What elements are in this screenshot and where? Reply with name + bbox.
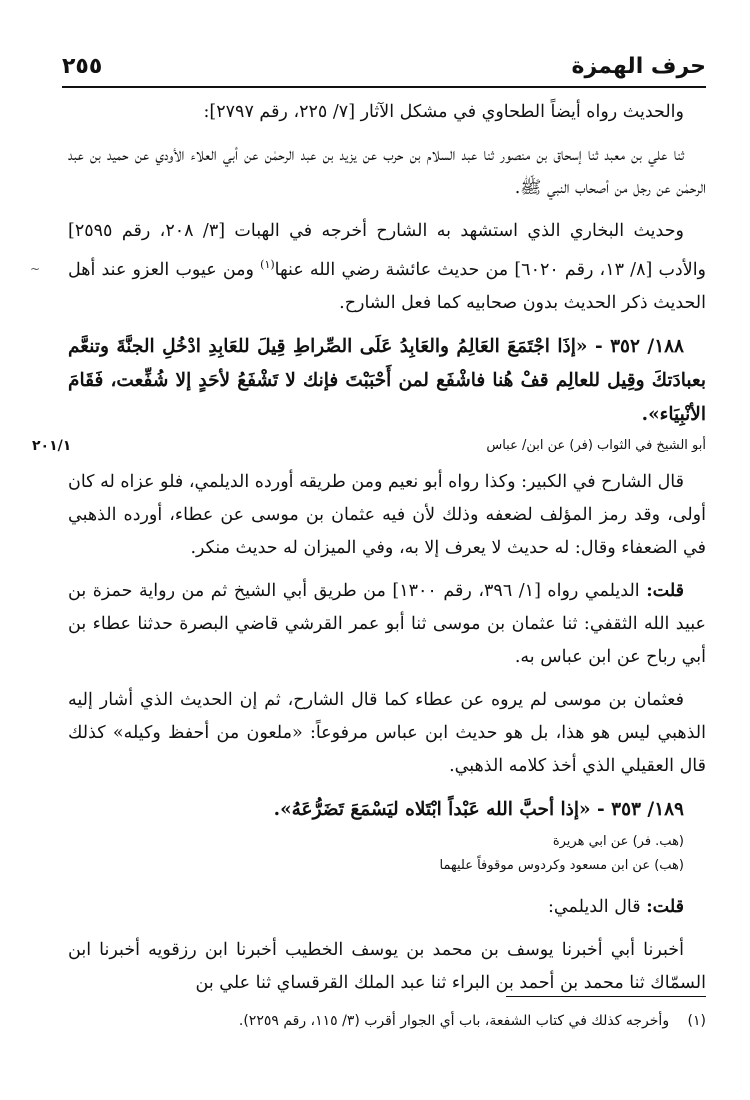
- footnote: [68, 1010, 706, 1032]
- footnote-divider: [506, 996, 706, 997]
- page-header: [62, 52, 706, 88]
- main-text: [32, 96, 707, 1010]
- paragraph-isnad: ثنا علي بن معبد ثنا إسحاق بن منصور ثنا عبد السلام بن حرب عن يزيد بن عبد الرحمٰن عن أبي العلاء الأودي عن حميد بن عبد الرحمٰن عن رجل من أصحاب النبي ﷺ.: [68, 145, 706, 198]
- page-number: ٢٥٥: [62, 54, 103, 79]
- page-title: حرف الهمزة: [571, 54, 706, 79]
- paragraph-bukhari-text-end: ومن عيوب العزو عند أهل الحديث ذكر الحديث بدون صحابيه كما فعل الشارح.: [68, 259, 706, 313]
- paragraph-qult-2: [68, 891, 706, 924]
- qult-label: قلت:: [646, 580, 684, 601]
- paragraph-qult-1: [68, 575, 706, 674]
- paragraph-qult-2-text: قال الديلمي:: [548, 896, 647, 917]
- qult-label-2: قلت:: [646, 896, 684, 917]
- paragraph-bukhari: [68, 215, 706, 320]
- hadith-189-source-2: (هب) عن ابن مسعود وكردوس موقوفاً عليهما: [439, 857, 684, 873]
- hadith-189-source-1: (هب. فر) عن ابي هريرة: [552, 833, 684, 849]
- footnote-number: (١): [687, 1013, 706, 1029]
- hadith-188: ١٨٨/ ٣٥٢ - «إذَا اجْتَمَعَ العَالِمُ والعَابِدُ عَلَى الصِّراطِ قِيلَ للعَابِدِ ادْخُلِ الجنَّةَ وتنعَّم بعبادَتكَ وقِيل للعالِم قفْ هُنا فاشْفَع لمن أَحْبَبْتَ فإنك لا تَشْفَعُ لأحَدٍ إلا شُفِّعت، فَقَامَ الأنْبِيَاء».: [68, 335, 706, 425]
- paragraph-tahawi: والحديث رواه أيضاً الطحاوي في مشكل الآثار [٧/ ٢٢٥، رقم ٢٧٩٧]:: [203, 102, 684, 122]
- paragraph-qult-1-text: الديلمي رواه [١/ ٣٩٦، رقم ١٣٠٠] من طريق أبي الشيخ ثم من رواية حمزة بن عبيد الله الثقفي: ثنا عثمان بن موسى ثنا أبو عمر القرشي قاضي البصرة حدثنا عطاء بن أبي رباح عن ابن عباس به.: [68, 580, 706, 667]
- margin-mark: ~: [30, 262, 41, 276]
- footnote-text: وأخرجه كذلك في كتاب الشفعة، باب أي الجوار أقرب (٣/ ١١٥، رقم ٢٢٥٩).: [238, 1013, 670, 1029]
- hadith-188-source-text: أبو الشيخ في الثواب (فر) عن ابن/ عباس: [486, 437, 706, 453]
- paragraph-uthman: فعثمان بن موسى لم يروه عن عطاء كما قال الشارح، ثم إن الحديث الذي أشار إليه الذهبي ليس هو هذا، بل هو حديث ابن عباس مرفوعاً: «ملعون من أحفظ وكيله» كذلك قال العقيلي الذي أخذ كلامه الذهبي.: [68, 689, 706, 776]
- footnote-marker: (١): [260, 258, 275, 271]
- hadith-188-ref: ٢٠١/١: [32, 437, 72, 454]
- hadith-188-source: [32, 436, 706, 456]
- paragraph-isnad-dailami: أخبرنا أبي أخبرنا يوسف بن محمد بن يوسف الخطيب أخبرنا ابن رزقويه أخبرنا ابن السمّاك ثنا محمد بن أحمد بن البراء ثنا عبد الملك القرقساي ثنا علي بن: [68, 939, 706, 993]
- paragraph-sharih: قال الشارح في الكبير: وكذا رواه أبو نعيم ومن طريقه أورده الديلمي، فلو عزاه له كان أولى، وقد رمز المؤلف لضعفه وذلك لأن فيه عثمان بن موسى عن عطاء، أورده الذهبي في الضعفاء وقال: له حديث لا يعرف إلا به، وفي الميزان له حديث منكر.: [68, 471, 706, 558]
- hadith-189: ١٨٩/ ٣٥٣ - «إذا أحبَّ الله عَبْداً ابْتَلاه ليَسْمَعَ تَضَرُّعَهُ».: [273, 798, 684, 820]
- paragraph-bukhari-text: وحديث البخاري الذي استشهد به الشارح أخرجه في الهبات [٣/ ٢٠٨، رقم ٢٥٩٥] والأدب [٨/ ١٣، رقم ٦٠٢٠] من حديث عائشة رضي الله عنها: [68, 221, 707, 280]
